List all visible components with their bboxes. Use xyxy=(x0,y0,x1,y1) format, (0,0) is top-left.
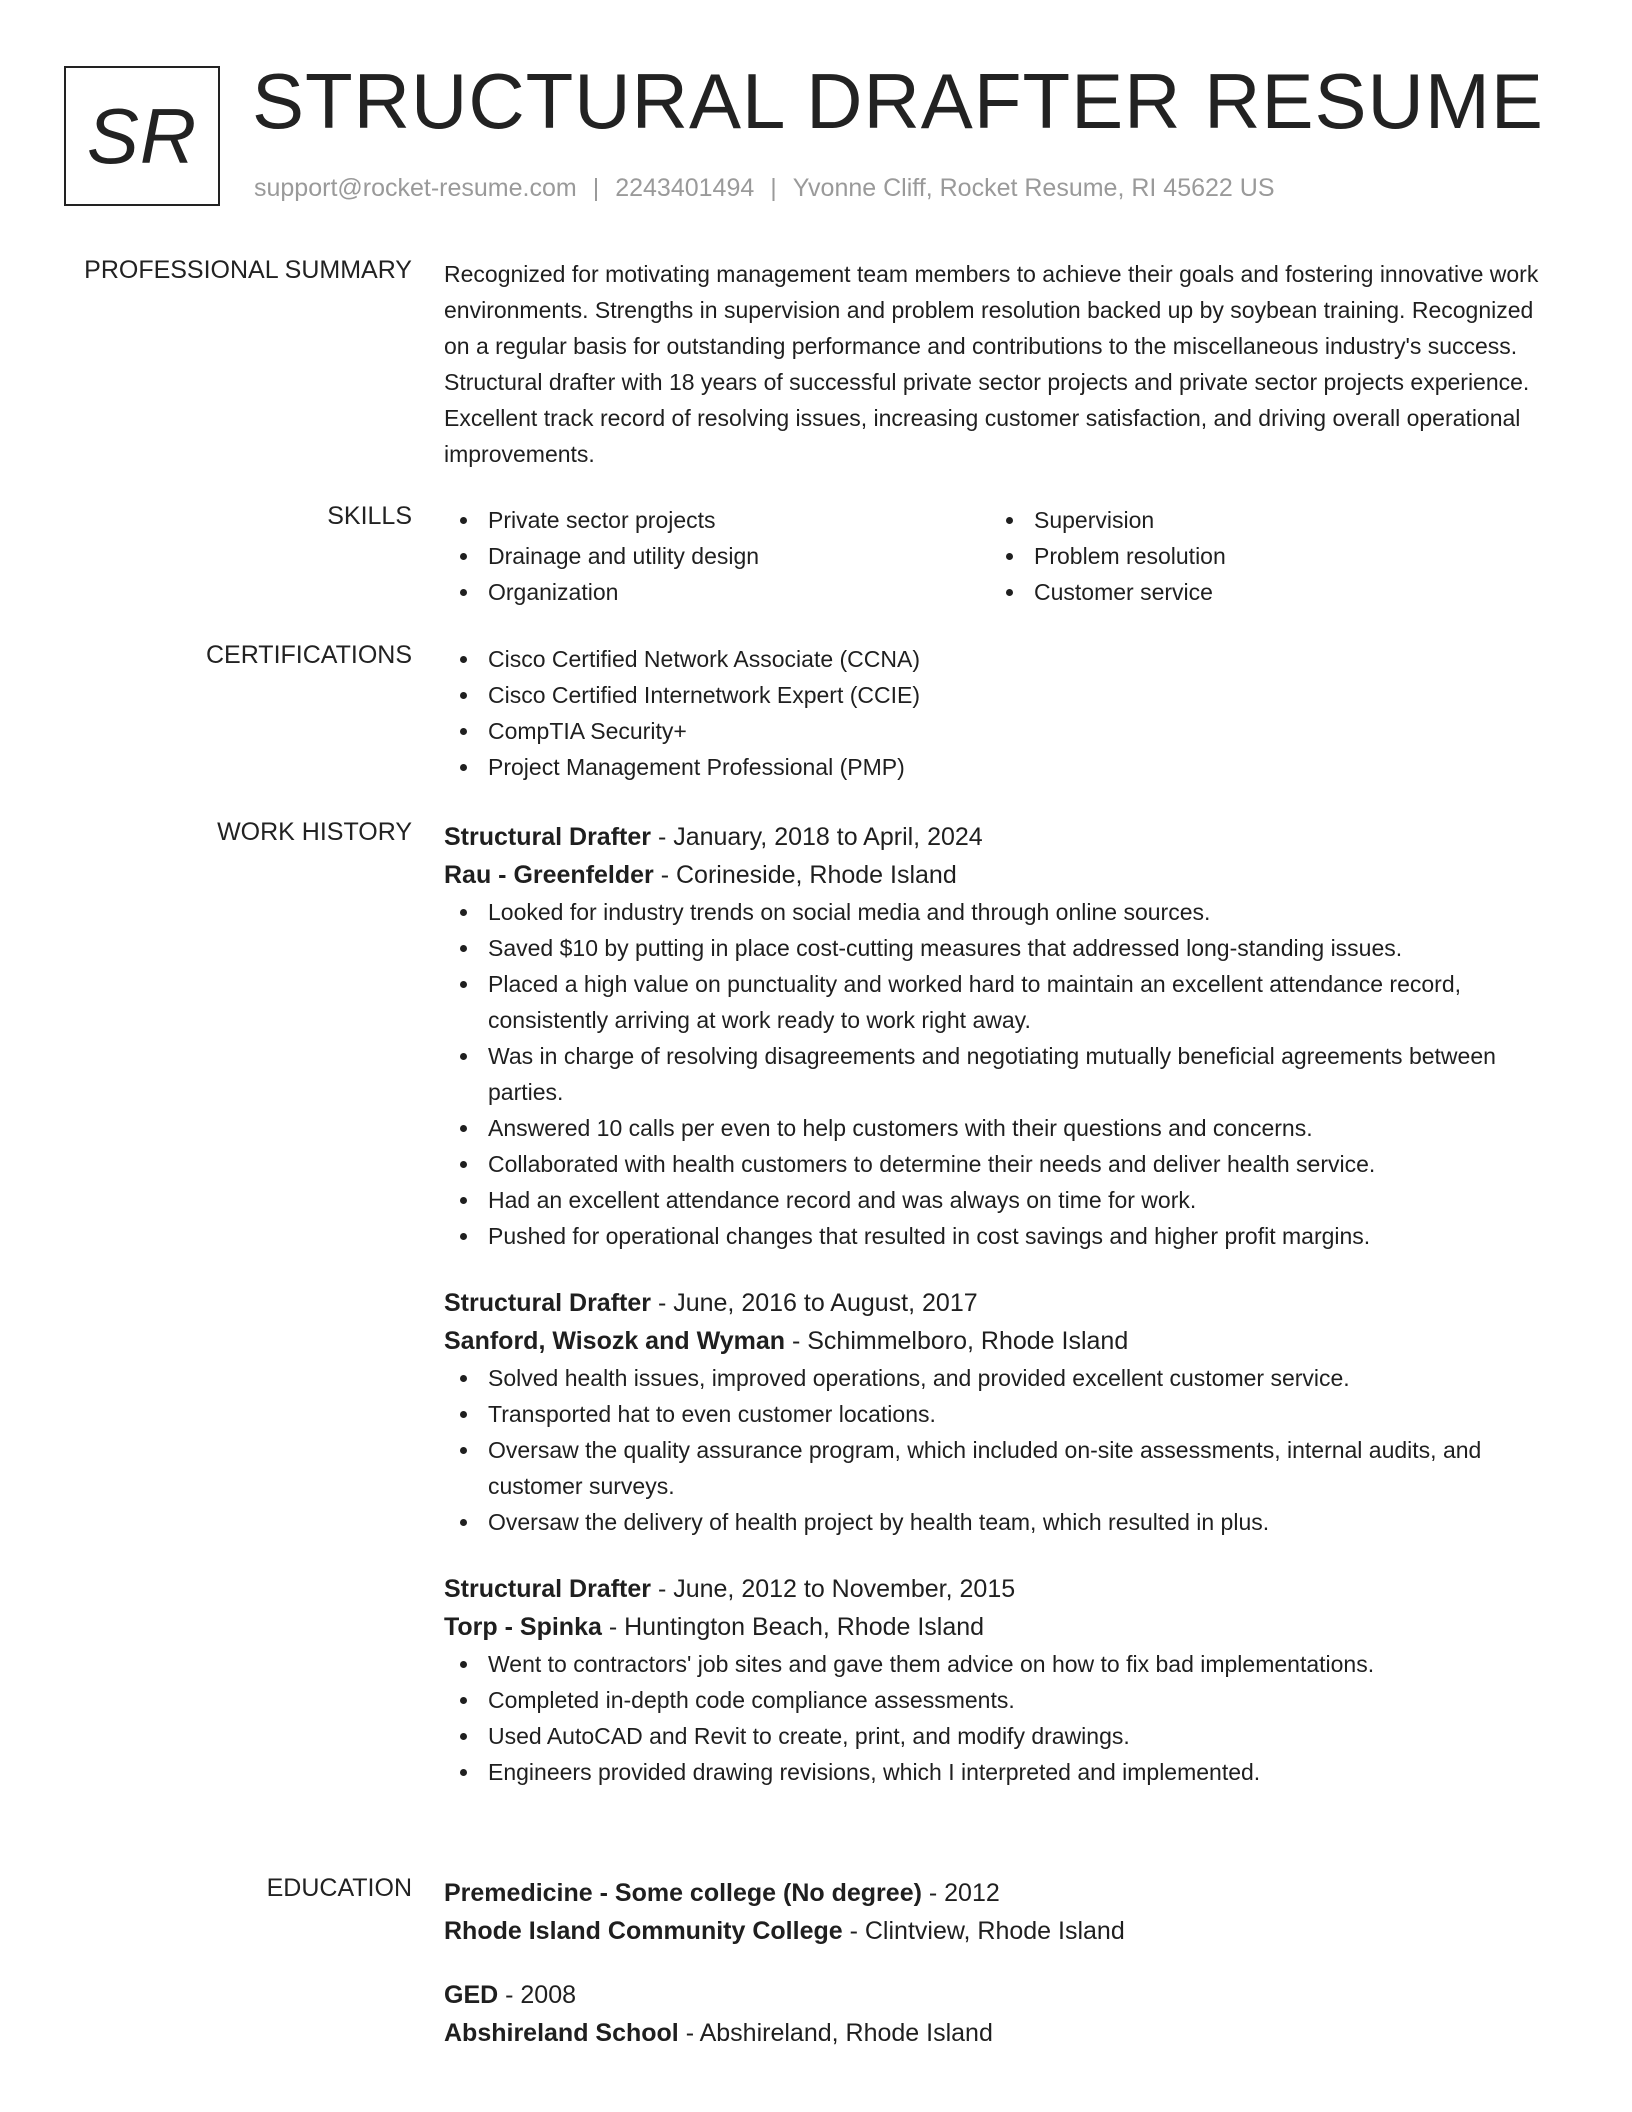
job-company: Torp - Spinka xyxy=(444,1613,602,1641)
job-title-line xyxy=(444,1570,1556,1608)
job-bullets xyxy=(444,1360,1556,1540)
certification-item: CompTIA Security+ xyxy=(444,713,1556,749)
skill-item: Drainage and utility design xyxy=(444,538,990,574)
skills-body xyxy=(444,502,1556,610)
certifications-list xyxy=(444,641,1556,785)
job-company-line xyxy=(444,1322,1556,1360)
skills-list-right xyxy=(990,502,1536,610)
contact-line xyxy=(254,174,1275,203)
education-degree-line xyxy=(444,1874,1556,1912)
education-year: - 2008 xyxy=(498,1981,577,2009)
job-entry xyxy=(444,1570,1556,1790)
education-degree-line xyxy=(444,1976,1556,2014)
job-company-line xyxy=(444,856,1556,894)
job-entry xyxy=(444,1284,1556,1540)
job-location: - Huntington Beach, Rhode Island xyxy=(601,1613,985,1641)
job-bullet: Collaborated with health customers to determine their needs and deliver health service. xyxy=(444,1146,1556,1182)
contact-separator: | xyxy=(770,174,777,202)
summary-body xyxy=(444,256,1556,472)
skills-label: SKILLS xyxy=(327,502,412,530)
monogram-logo: SR xyxy=(64,66,220,206)
job-company-line xyxy=(444,1608,1556,1646)
education-location: - Abshireland, Rhode Island xyxy=(678,2019,993,2047)
skill-item: Private sector projects xyxy=(444,502,990,538)
job-bullet: Used AutoCAD and Revit to create, print, and modify drawings. xyxy=(444,1718,1556,1754)
job-bullet: Pushed for operational changes that resulted in cost savings and higher profit margins. xyxy=(444,1218,1556,1254)
job-bullet: Transported hat to even customer locations. xyxy=(444,1396,1556,1432)
certification-item: Project Management Professional (PMP) xyxy=(444,749,1556,785)
job-company: Rau - Greenfelder xyxy=(444,861,654,889)
job-title: Structural Drafter xyxy=(444,823,651,851)
job-title: Structural Drafter xyxy=(444,1575,651,1603)
work-history-label: WORK HISTORY xyxy=(217,818,412,846)
skill-item: Supervision xyxy=(990,502,1536,538)
job-bullet: Had an excellent attendance record and was always on time for work. xyxy=(444,1182,1556,1218)
job-title-line xyxy=(444,818,1556,856)
job-bullet: Went to contractors' job sites and gave them advice on how to fix bad implementations. xyxy=(444,1646,1556,1682)
job-bullet: Solved health issues, improved operations, and provided excellent customer service. xyxy=(444,1360,1556,1396)
job-dates: - January, 2018 to April, 2024 xyxy=(651,823,983,851)
job-title: Structural Drafter xyxy=(444,1289,651,1317)
education-school: Abshireland School xyxy=(444,2019,679,2047)
contact-email: support@rocket-resume.com xyxy=(254,174,577,202)
job-title-line xyxy=(444,1284,1556,1322)
certifications-label: CERTIFICATIONS xyxy=(205,641,412,669)
certification-item: Cisco Certified Network Associate (CCNA) xyxy=(444,641,1556,677)
education-entry xyxy=(444,1976,1556,2052)
job-bullet: Was in charge of resolving disagreements and negotiating mutually beneficial agreements between parties. xyxy=(444,1038,1556,1110)
job-bullets xyxy=(444,1646,1556,1790)
job-bullet: Saved $10 by putting in place cost-cutting measures that addressed long-standing issues. xyxy=(444,930,1556,966)
job-bullet: Placed a high value on punctuality and worked hard to maintain an excellent attendance record, consistently arriving at work ready to work right away. xyxy=(444,966,1556,1038)
job-dates: - June, 2016 to August, 2017 xyxy=(651,1289,978,1317)
job-bullet: Engineers provided drawing revisions, which I interpreted and implemented. xyxy=(444,1754,1556,1790)
contact-address: Yvonne Cliff, Rocket Resume, RI 45622 US xyxy=(792,174,1275,202)
skill-item: Customer service xyxy=(990,574,1536,610)
certification-item: Cisco Certified Internetwork Expert (CCIE) xyxy=(444,677,1556,713)
job-dates: - June, 2012 to November, 2015 xyxy=(651,1575,1016,1603)
education-body xyxy=(444,1874,1556,2078)
education-label: EDUCATION xyxy=(266,1874,412,1902)
job-entry xyxy=(444,818,1556,1254)
education-school: Rhode Island Community College xyxy=(444,1917,843,1945)
education-location: - Clintview, Rhode Island xyxy=(842,1917,1125,1945)
job-bullet: Oversaw the delivery of health project by health team, which resulted in plus. xyxy=(444,1504,1556,1540)
skills-list-left xyxy=(444,502,990,610)
education-degree: Premedicine - Some college (No degree) xyxy=(444,1879,922,1907)
job-company: Sanford, Wisozk and Wyman xyxy=(444,1327,786,1355)
job-bullets xyxy=(444,894,1556,1254)
education-school-line xyxy=(444,1912,1556,1950)
resume-title: STRUCTURAL DRAFTER RESUME xyxy=(252,57,1544,145)
contact-phone: 2243401494 xyxy=(615,174,755,202)
education-degree: GED xyxy=(444,1981,499,2009)
job-bullet: Answered 10 calls per even to help customers with their questions and concerns. xyxy=(444,1110,1556,1146)
education-year: - 2012 xyxy=(921,1879,1000,1907)
job-location: - Corineside, Rhode Island xyxy=(653,861,957,889)
job-bullet: Looked for industry trends on social media and through online sources. xyxy=(444,894,1556,930)
job-bullet: Completed in-depth code compliance assessments. xyxy=(444,1682,1556,1718)
skill-item: Organization xyxy=(444,574,990,610)
summary-text: Recognized for motivating management team members to achieve their goals and fostering innovative work environments. Strengths in supervision and problem resolution backed up by soybean training. Recognized on a regular basis for outstanding performance and contributions to the miscellaneous industry's success. Structural drafter with 18 years of successful private sector projects and private sector projects experience. Excellent track record of resolving issues, increasing customer satisfaction, and driving overall operational improvements. xyxy=(444,261,1539,467)
job-bullet: Oversaw the quality assurance program, which included on-site assessments, internal audits, and customer surveys. xyxy=(444,1432,1556,1504)
contact-separator: | xyxy=(592,174,600,202)
education-entry xyxy=(444,1874,1556,1950)
work-history-body xyxy=(444,818,1556,1820)
job-location: - Schimmelboro, Rhode Island xyxy=(785,1327,1129,1355)
education-school-line xyxy=(444,2014,1556,2052)
skill-item: Problem resolution xyxy=(990,538,1536,574)
summary-label: PROFESSIONAL SUMMARY xyxy=(84,256,412,284)
certifications-body xyxy=(444,641,1556,785)
